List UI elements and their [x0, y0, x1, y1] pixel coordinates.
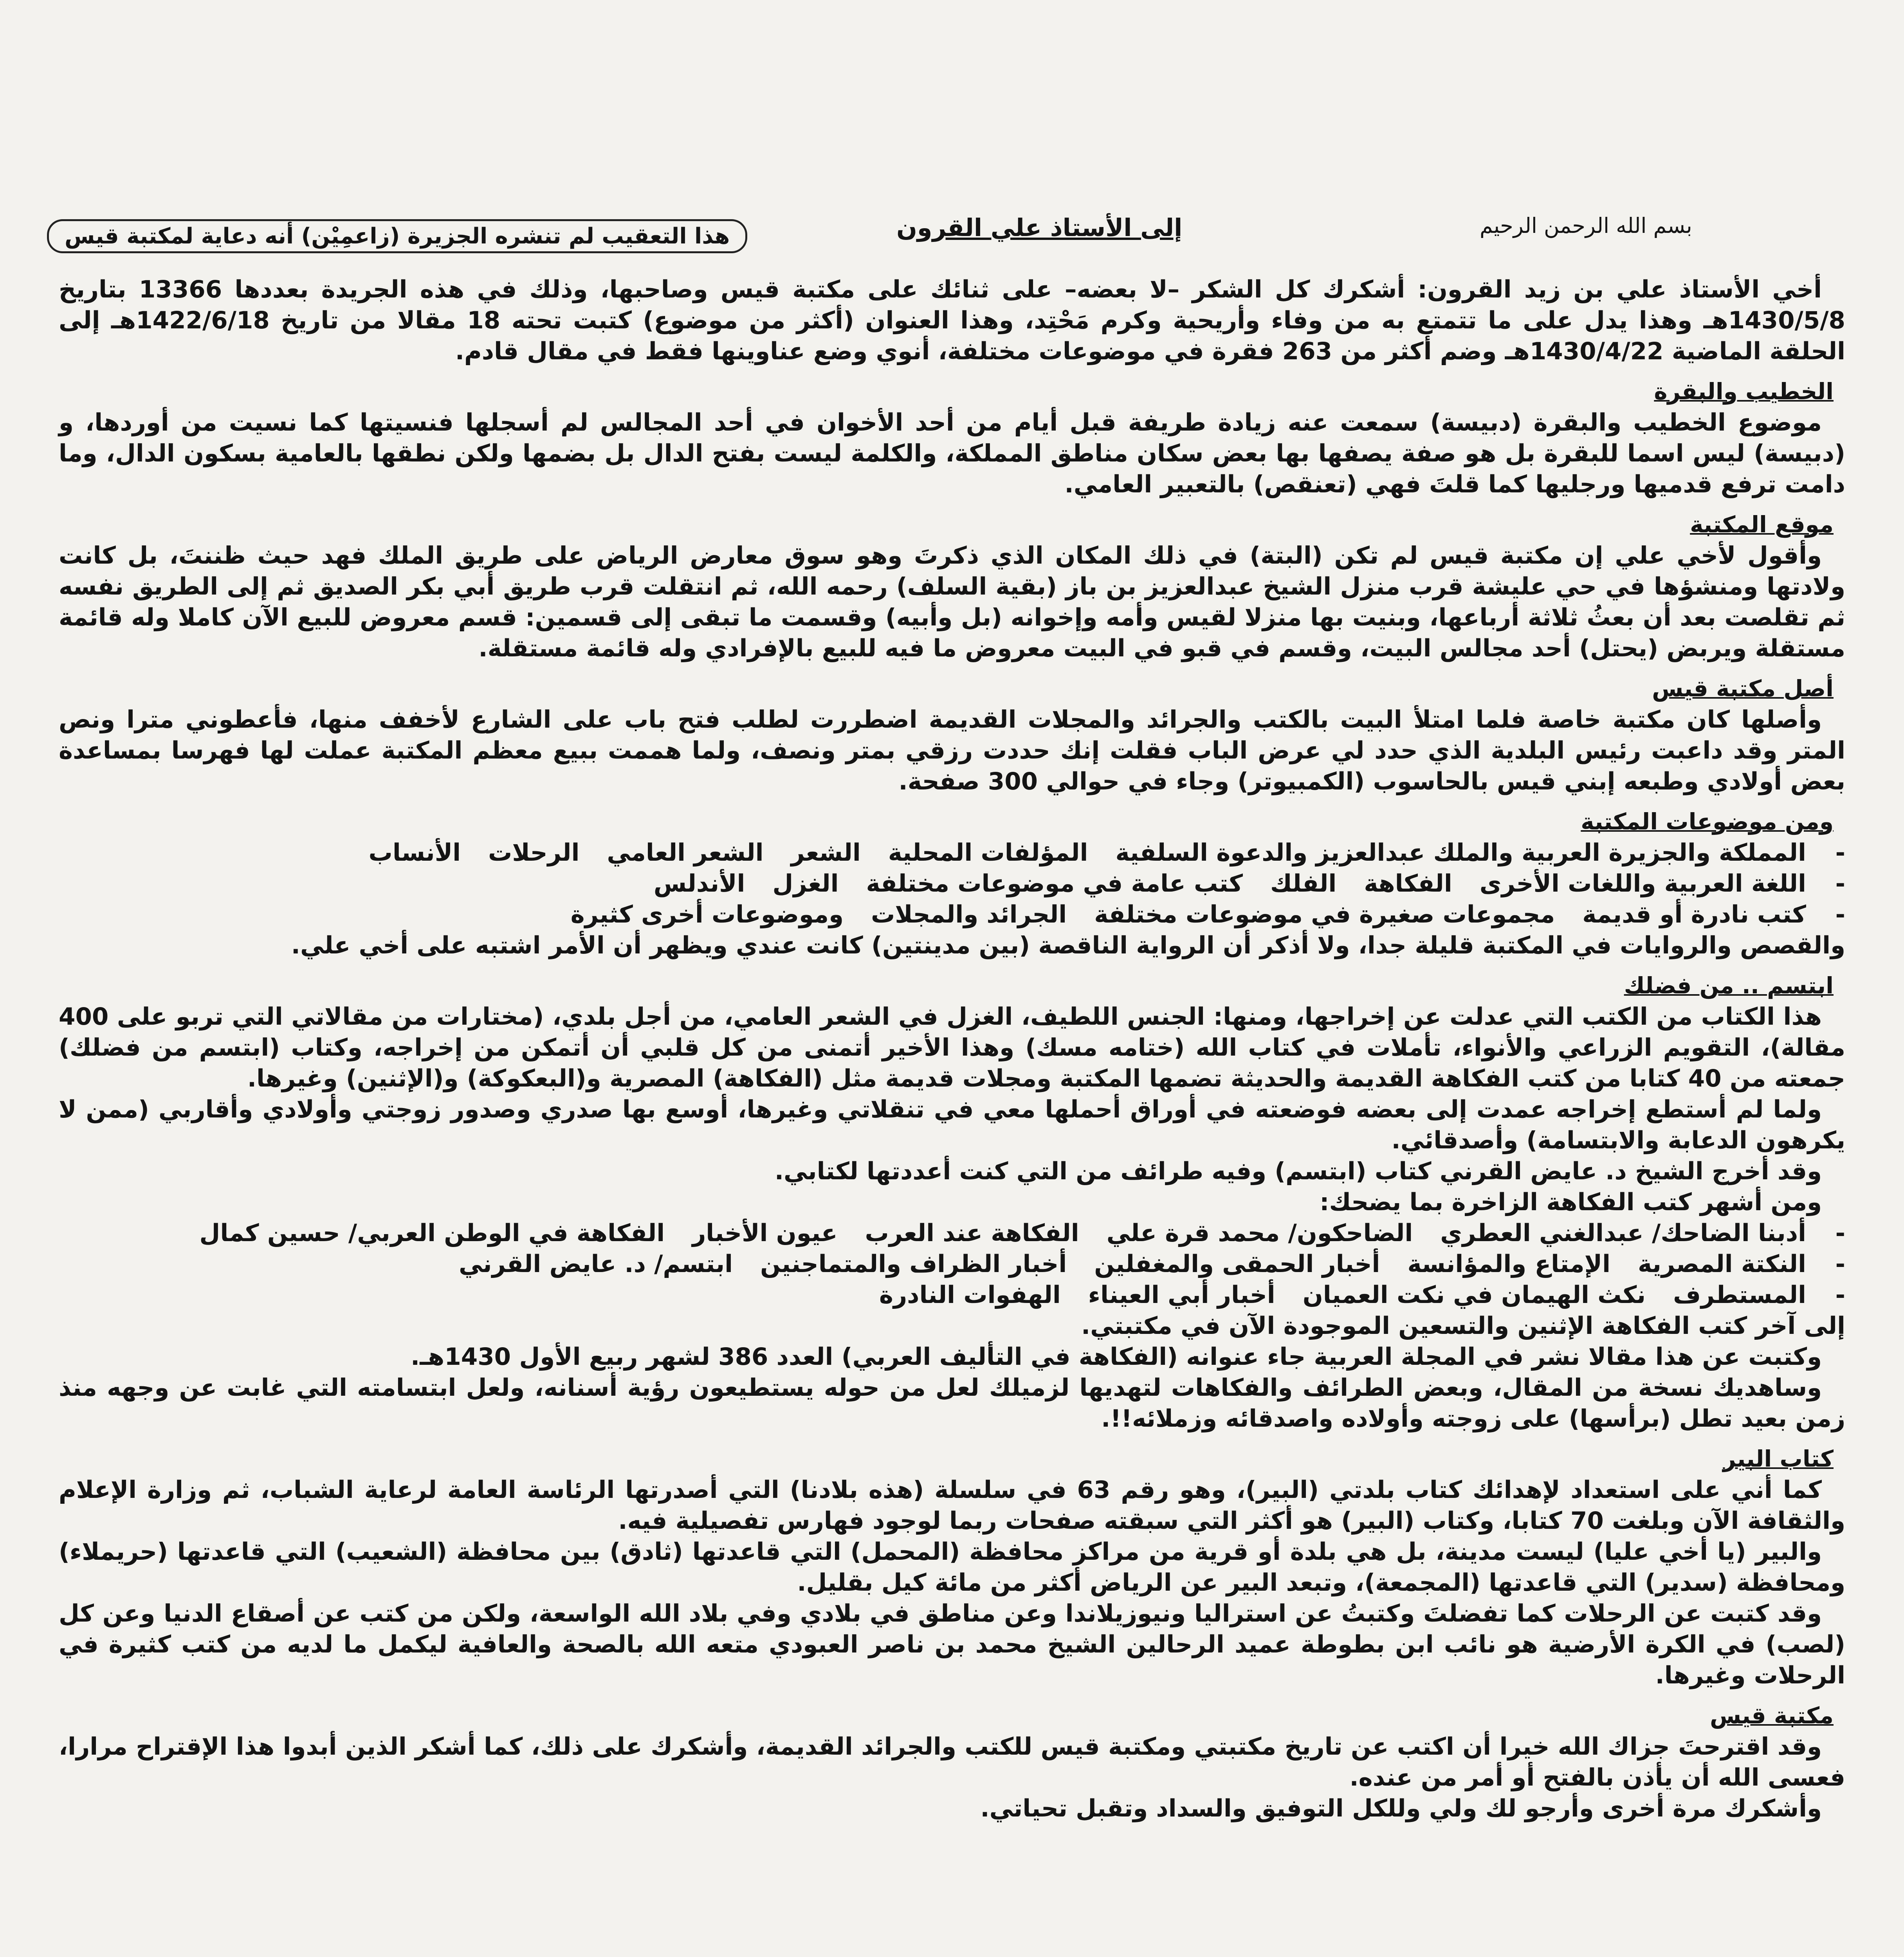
book-item: ابتسم/ د. عايض القرني [458, 1250, 733, 1278]
bullet-dash: - [1835, 870, 1845, 897]
section-title-library-origin: أصل مكتبة قيس [1652, 675, 1834, 702]
smile-paragraph-6: وكتبت عن هذا مقالا نشر في المجلة العربية جاء عنوانه (الفكاهة في التأليف العربي) العدد 386 لشهر ربيع الأول 1430هـ. [411, 1343, 1822, 1371]
basmala: بسم الله الرحمن الرحيم [1480, 213, 1692, 238]
topics-row [59, 899, 1845, 930]
topics-row [59, 868, 1845, 899]
book-item: الفكاهة عند العرب [865, 1219, 1079, 1247]
topic-item: وموضوعات أخرى كثيرة [570, 901, 844, 928]
bullet-dash: - [1835, 1281, 1845, 1309]
smile-paragraph-5: إلى آخر كتب الفكاهة الإثنين والتسعين الموجودة الآن في مكتبتي. [1081, 1312, 1845, 1340]
book-item: عيون الأخبار [692, 1219, 838, 1247]
qais-paragraph-1: وقد اقترحتَ جزاك الله خيرا أن اكتب عن تاريخ مكتبتي ومكتبة قيس للكتب والجرائد القديمة، وأشكرك على ذلك، كما أشكر الذين أبدوا هذا الإقتراح مرارا، فعسى الله أن يأذن بالفتح أو أمر من عنده. [59, 1733, 1845, 1791]
topic-item: المؤلفات المحلية [888, 839, 1088, 867]
topic-item: الفكاهة [1364, 870, 1452, 897]
book-item: الفكاهة في الوطن العربي/ حسين كمال [199, 1219, 665, 1247]
topic-item: كتب نادرة أو قديمة [1582, 901, 1806, 928]
topic-item: الأنساب [368, 839, 461, 867]
albir-paragraph-3: وقد كتبت عن الرحلات كما تفضلتَ وكتبتُ عن استراليا ونيوزيلاندا وعن مناطق في بلادي وفي بلاد الله الواسعة، ولكن من كتب عن أصقاع الدنيا وعن كل (لصب) في الكرة الأرضية هو نائب ابن بطوطة عميد الرحالين الشيخ محمد بن ناصر العبودي متعه الله بالصحة والعافية ليكمل ما لديه من كتب كثيرة في الرحلات وغيرها. [59, 1600, 1845, 1689]
section-title-qais-library: مكتبة قيس [1710, 1702, 1834, 1729]
smile-paragraph-2: ولما لم أستطع إخراجه عمدت إلى بعضه فوضعته في أوراق أحملها معي في تنقلاتي وغيرها، أوسع بها صدري وصدور زوجتي وأولادي وأقاربي (ممن لا يكرهون الدعابة والابتسامة) وأصدقائي. [59, 1096, 1845, 1154]
topics-after-text: والقصص والروايات في المكتبة قليلة جدا، ولا أذكر أن الرواية الناقصة (بين مدينتين) كانت عندي ويظهر أن الأمر اشتبه على أخي علي. [291, 932, 1845, 959]
section-title-library-topics: ومن موضوعات المكتبة [1581, 808, 1834, 835]
section-title-smile-please: ابتسم .. من فضلك [1624, 972, 1834, 999]
topic-item: الأندلس [653, 870, 745, 897]
section-text-library-origin: وأصلها كان مكتبة خاصة فلما امتلأ البيت بالكتب والجرائد والمجلات القديمة اضطررت لطلب فتح باب على الشارع لأخفف منها، فأعطوني مترا ونص المتر وقد داعبت رئيس البلدية الذي حدد لي عرض الباب فقلت إنك حددت رزقي بمتر ونصف، ولما هممت ببيع معظم المكتبة عملت لها فهرسا بمساعدة بعض أولادي وطبعه إبني قيس بالحاسوب (الكمبيوتر) وجاء في حوالي 300 صفحة. [59, 706, 1845, 795]
humor-books-list [59, 1218, 1845, 1310]
topics-list [59, 837, 1845, 930]
books-row [59, 1279, 1845, 1310]
bullet-dash: - [1835, 1250, 1845, 1278]
topic-item: اللغة العربية واللغات الأخرى [1479, 870, 1806, 897]
books-row [59, 1218, 1845, 1249]
book-item: النكتة المصرية [1638, 1250, 1806, 1278]
topic-item: الشعر [791, 839, 861, 867]
book-item: الضاحكون/ محمد قرة علي [1106, 1219, 1413, 1247]
albir-paragraph-1: كما أني على استعداد لإهدائك كتاب بلدتي (البير)، وهو رقم 63 في سلسلة (هذه بلادنا) التي أصدرتها الرئاسة العامة لرعاية الشباب، ثم وزارة الإعلام والثقافة الآن وبلغت 70 كتابا، وكتاب (البير) هو أكثر التي سبقته صفحات ربما لوجود فهارس تفصيلية فيه. [59, 1476, 1845, 1535]
books-row [59, 1249, 1845, 1279]
topics-row [59, 837, 1845, 868]
bullet-dash: - [1835, 1219, 1845, 1247]
topic-item: الفلك [1270, 870, 1337, 897]
smile-paragraph-3: وقد أخرج الشيخ د. عايض القرني كتاب (ابتسم) وفيه طرائف من التي كنت أعددتها لكتابي. [774, 1157, 1822, 1185]
smile-paragraph-4: ومن أشهر كتب الفكاهة الزاخرة بما يضحك: [1320, 1188, 1822, 1216]
book-item: الهفوات النادرة [879, 1281, 1061, 1309]
book-item: أخبار الحمقى والمغفلين [1094, 1250, 1380, 1278]
topic-item: الجرائد والمجلات [871, 901, 1067, 928]
section-title-preacher-cow: الخطيب والبقرة [1654, 378, 1834, 405]
section-title-albir-book: كتاب البير [1723, 1445, 1834, 1472]
topic-item: مجموعات صغيرة في موضوعات مختلفة [1094, 901, 1555, 928]
qais-paragraph-2: وأشكرك مرة أخرى وأرجو لك ولي وللكل التوفيق والسداد وتقبل تحياتي. [980, 1795, 1822, 1822]
letter-title: إلى الأستاذ علي القرون [896, 213, 1183, 242]
bullet-dash: - [1835, 901, 1845, 928]
book-item: الإمتاع والمؤانسة [1407, 1250, 1611, 1278]
smile-paragraph-7: وساهديك نسخة من المقال، وبعض الطرائف والفكاهات لتهديها لزميلك لعل من حوله يستطيعون رؤية أسنانه، ولعل ابتسامته التي غابت عن وجهه منذ زمن بعيد تطل (برأسها) على زوجته وأولاده واصدقائه وزملائه!!. [59, 1374, 1845, 1433]
topic-item: الرحلات [488, 839, 580, 867]
editor-note: هذا التعقيب لم تنشره الجزيرة (زاعمِيْن) أنه دعاية لمكتبة قيس [47, 219, 747, 253]
topic-item: المملكة والجزيرة العربية والملك عبدالعزيز والدعوة السلفية [1115, 839, 1806, 867]
section-title-library-location: موقع المكتبة [1690, 511, 1834, 538]
book-item: نكث الهيمان في نكت العميان [1302, 1281, 1646, 1309]
bullet-dash: - [1835, 839, 1845, 867]
smile-paragraph-1: هذا الكتاب من الكتب التي عدلت عن إخراجها، ومنها: الجنس اللطيف، الغزل في الشعر العامي، من أجل بلدي، (مختارات من مقالاتي التي تربو على 400 مقالة)، التقويم الزراعي والأنواء، تأملات في كتاب الله (ختامه مسك) وهذا الأخير أتمنى من كل قلبي أن أتمكن من إخراجه، وكتاب (ابتسم من فضلك) جمعته من 40 كتابا من كتب الفكاهة القديمة والحديثة تضمها المكتبة ومجلات قديمة مثل (الفكاهة) المصرية و(البعكوكة) و(الإثنين) وغيرها. [59, 1003, 1845, 1092]
topic-item: الشعر العامي [607, 839, 764, 867]
albir-paragraph-2: والبير (يا أخي عليا) ليست مدينة، بل هي بلدة أو قرية من مراكز محافظة (المحمل) التي قاعدتها (ثادق) بين محافظة (الشعيب) التي قاعدتها (حريملاء) ومحافظة (سدير) التي قاعدتها (المجمعة)، وتبعد البير عن الرياض أكثر من مائة كيل بقليل. [59, 1538, 1845, 1597]
topic-item: الغزل [772, 870, 839, 897]
letter-body [59, 274, 1845, 1824]
section-text-library-location: وأقول لأخي علي إن مكتبة قيس لم تكن (البتة) في ذلك المكان الذي ذكرتَ وهو سوق معارض الرياض على طريق الملك فهد حيث ظننتَ، بل كانت ولادتها ومنشؤها في حي عليشة قرب منزل الشيخ عبدالعزيز بن باز (بقية السلف) رحمه الله، ثم انتقلت قرب طريق أبي بكر الصديق ثم إلى الطريق نفسه ثم تقلصت بعد أن بعثُ ثلاثة أرباعها، وبنيت بها منزلا لقيس وأمه وإخوانه (بل وأبيه) وقسمت ما تبقى إلى قسمين: قسم معروض للبيع الآن كاملا وله قائمة مستقلة ويربض (يحتل) أحد مجالس البيت، وقسم في قبو في البيت معروض ما فيه للبيع بالإفرادي وله قائمة مستقلة. [59, 542, 1845, 662]
book-item: أدبنا الضاحك/ عبدالغني العطري [1440, 1219, 1806, 1247]
book-item: أخبار الظراف والمتماجنين [760, 1250, 1067, 1278]
topic-item: كتب عامة في موضوعات مختلفة [866, 870, 1243, 897]
intro-paragraph: أخي الأستاذ علي بن زيد القرون: أشكرك كل الشكر –لا بعضه– على ثنائك على مكتبة قيس وصاحبها، وذلك في هذه الجريدة بعددها 13366 بتاريخ 1430/5/8هـ وهذا يدل على ما تتمتع به من وفاء وأريحية وكرم مَحْتِد، وهذا العنوان (أكثر من موضوع) كتبت تحته 18 مقالا من تاريخ 1422/6/18هـ إلى الحلقة الماضية 1430/4/22هـ وضم أكثر من 263 فقرة في موضوعات مختلفة، أنوي وضع عناوينها فقط في مقال قادم. [59, 276, 1845, 365]
book-item: أخبار أبي العيناء [1088, 1281, 1275, 1309]
section-text-preacher-cow: موضوع الخطيب والبقرة (دبيسة) سمعت عنه زيادة طريفة قبل أيام من أحد الأخوان في أحد المجالس لم أسجلها فنسيتها كما نسيت من أوردها، و (دبيسة) ليس اسما للبقرة بل هو صفة يصفها بها بعض سكان مناطق المملكة، والكلمة ليست بفتح الدال بل بضمها ولكن نطقها بالعامية بسكون الدال، وما دامت ترفع قدميها ورجليها كما قلتَ فهي (تعنقص) بالتعبير العامي. [59, 409, 1845, 498]
book-item: المستطرف [1673, 1281, 1806, 1309]
